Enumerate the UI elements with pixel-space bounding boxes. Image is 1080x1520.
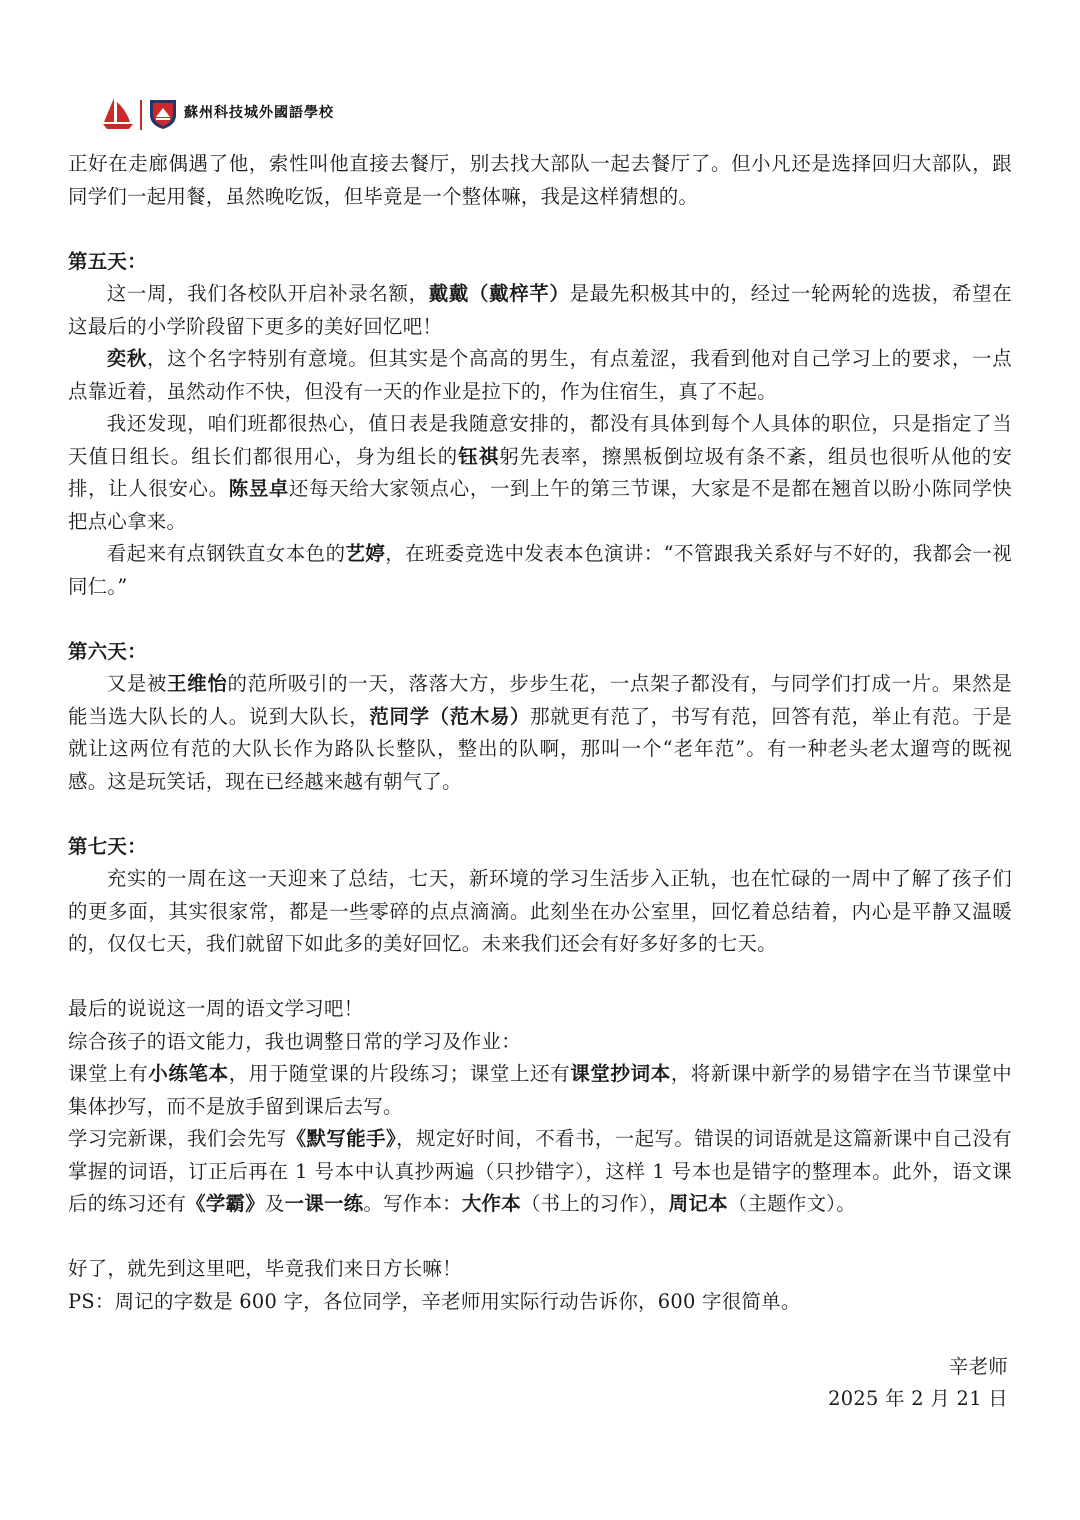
document-body [68, 148, 1012, 1416]
day6-paragraph-1: 又是被王维怡的范所吸引的一天，落落大方，步步生花，一点架子都没有，与同学们打成一片。果然是能当选大队长的人。说到大队长，范同学（范木易）那就更有范了，书写有范，回答有范，举止有范。于是就让这两位有范的大队长作为路队长整队，整出的队啊，那叫一个“老年范”。有一种老头老太遛弯的既视感。这是玩笑话，现在已经越来越有朝气了。 [68, 672, 1012, 793]
workbook-name: 一课一练 [284, 1192, 364, 1215]
logo-divider [140, 100, 142, 130]
day7-heading: 第七天： [68, 834, 147, 858]
notebook-name: 小练笔本 [148, 1062, 229, 1085]
workbook-name: 《默写能手》 [286, 1127, 397, 1150]
day5-paragraph-4: 看起来有点钢铁直女本色的艺婷，在班委竞选中发表本色演讲：“不管跟我关系好与不好的，我都会一视同仁。” [68, 542, 1012, 598]
student-name: 钰祺 [458, 444, 500, 468]
student-name: 陈昱卓 [228, 477, 290, 500]
closing-line-2: PS：周记的字数是 600 字，各位同学，辛老师用实际行动告诉你，600 字很简单。 [68, 1289, 801, 1313]
day5-paragraph-3: 我还发现，咱们班都很热心，值日表是我随意安排的，都没有具体到每个人具体的职位，只是指定了当天值日组长。组长们都很用心，身为组长的钰祺躬先表率，擦黑板倒垃圾有条不紊，组员也很听从他的安排，让人很安心。陈昱卓还每天给大家领点心，一到上午的第三节课，大家是不是都在翘首以盼小陈同学快把点心拿来。 [68, 412, 1013, 533]
signature-name: 辛老师 [948, 1354, 1008, 1378]
signature-date: 2025 年 2 月 21 日 [828, 1387, 1008, 1410]
study-line-3: 课堂上有小练笔本，用于随堂课的片段练习；课堂上还有课堂抄词本，将新课中新学的易错字在当节课堂中集体抄写，而不是放手留到课后去写。 [68, 1062, 1012, 1118]
student-name: 范同学（范木易） [369, 704, 531, 728]
day5-paragraph-2: 奕秋，这个名字特别有意境。但其实是个高高的男生，有点羞涩，我看到他对自己学习上的要求，一点点靠近着，虽然动作不快，但没有一天的作业是拉下的，作为住宿生，真了不起。 [68, 347, 1012, 403]
workbook-name: 《学霸》 [186, 1192, 265, 1215]
study-line-2: 综合孩子的语文能力，我也调整日常的学习及作业： [68, 1029, 521, 1053]
notebook-name: 课堂抄词本 [570, 1062, 671, 1085]
document-header [100, 96, 400, 136]
student-name: 奕秋 [106, 347, 148, 370]
closing-line-1: 好了，就先到这里吧，毕竟我们来日方长嘛！ [68, 1257, 462, 1280]
day5-heading: 第五天： [68, 249, 147, 273]
day7-paragraph-1: 充实的一周在这一天迎来了总结，七天，新环境的学习生活步入正轨，也在忙碌的一周中了解了孩子们的更多面，其实很家常，都是一些零碎的点点滴滴。此刻坐在办公室里，回忆着总结着，内心是平静又温暖的，仅仅七天，我们就留下如此多的美好回忆。未来我们还会有好多好多的七天。 [68, 867, 1012, 955]
notebook-name: 大作本 [461, 1192, 521, 1215]
notebook-name: 周记本 [668, 1192, 728, 1215]
day6-heading: 第六天： [68, 639, 147, 663]
day5-paragraph-1: 这一周，我们各校队开启补录名额，戴戴（戴梓芊）是最先积极其中的，经过一轮两轮的选拔，希望在这最后的小学阶段留下更多的美好回忆吧！ [68, 282, 1012, 338]
student-name: 戴戴（戴梓芊） [428, 282, 570, 305]
student-name: 王维怡 [167, 672, 228, 695]
study-line-4: 学习完新课，我们会先写《默写能手》，规定好时间，不看书，一起写。错误的词语就是这篇新课中自己没有掌握的词语，订正后再在 1 号本中认真抄两遍（只抄错字），这样 1 号本也是错字的整理本。此外，语文课后的练习还有《学霸》及一课一练。写作本：大作本（书上的习作），周记本（主题作文）。 [68, 1127, 1012, 1215]
study-line-1: 最后的说说这一周的语文学习吧！ [68, 997, 364, 1020]
intro-paragraph: 正好在走廊偶遇了他，索性叫他直接去餐厅，别去找大部队一起去餐厅了。但小凡还是选择回归大部队，跟同学们一起用餐，虽然晚吃饭，但毕竟是一个整体嘛，我是这样猜想的。 [68, 152, 1012, 208]
school-crest-icon [146, 97, 180, 131]
school-name: 蘇州科技城外國語學校 [184, 105, 334, 121]
student-name: 艺婷 [345, 542, 386, 565]
sail-logo-icon [100, 96, 136, 132]
